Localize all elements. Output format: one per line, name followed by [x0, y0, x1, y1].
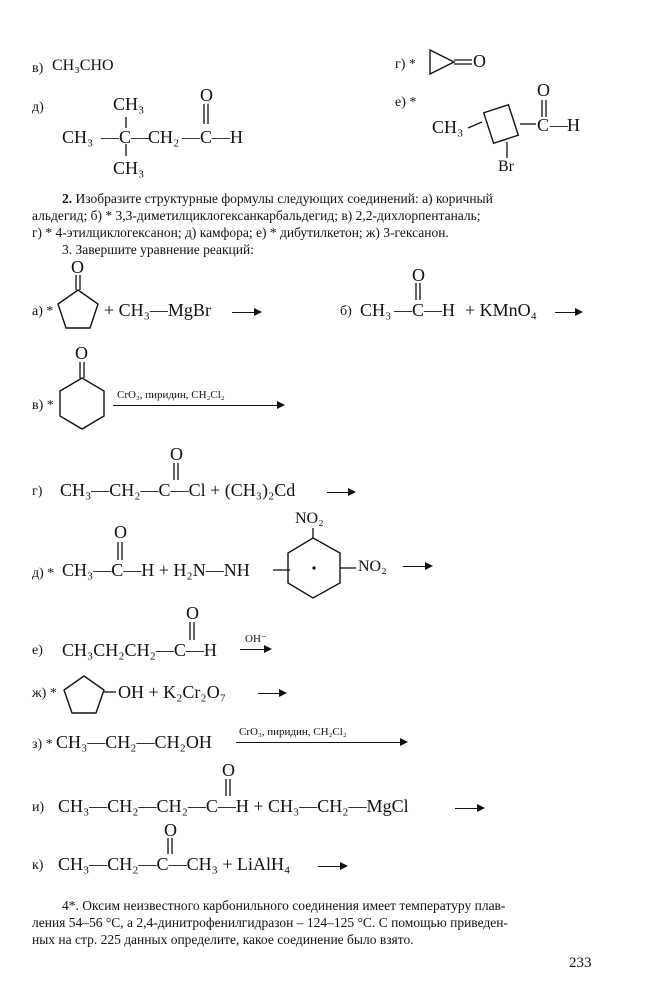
- reaction-k-arrow: [318, 866, 346, 867]
- compound-e-c: C: [537, 115, 550, 135]
- reaction-i-lhs: CH₃—CH₂—CH₂—C—H + CH₃—CH₂—MgCl: [58, 796, 409, 816]
- problem-2-text: Изобразите структурные формулы следующих соединений: а) коричный: [72, 191, 493, 206]
- reaction-a-rhs: + CH₃—MgBr: [104, 300, 211, 320]
- problem-4-line-1: 4*. Оксим неизвестного карбонильного соединения имеет температуру плав-: [62, 898, 506, 913]
- reaction-a-o: O: [71, 257, 84, 277]
- reaction-zh-rhs: OH + K₂Cr₂O₇: [118, 682, 226, 702]
- compound-d-ch2: CH₂: [148, 127, 180, 147]
- reaction-d-lhs: CH₃—C—H + H₂N—NH: [62, 560, 250, 580]
- reaction-a-label: а) *: [32, 304, 54, 319]
- reaction-zh-label: ж) *: [32, 686, 57, 701]
- compound-d-ch3-bottom: CH₃: [113, 158, 145, 178]
- reaction-d-label: д) *: [32, 566, 55, 581]
- compound-e-br: Br: [498, 158, 514, 175]
- reaction-z-label: з) *: [32, 737, 53, 752]
- compound-d-bond: —: [131, 127, 149, 147]
- reaction-b-h: H: [442, 300, 455, 320]
- reaction-v-conditions: CrO₃, пиридин, CH₂Cl₂: [117, 389, 225, 401]
- reaction-z-conditions: CrO₃, пиридин, CH₂Cl₂: [239, 726, 347, 738]
- compound-d-ch3-left: CH₃: [62, 127, 94, 147]
- problem-3-title: 3. Завершите уравнение реакций:: [62, 242, 254, 257]
- reaction-d-no2-top: NO₂: [295, 510, 324, 527]
- problem-2-number: 2.: [62, 191, 73, 206]
- problem-2-line-3: г) * 4-этилциклогексанон; д) камфора; е) * дибутилкетон; ж) 3-гексанон.: [32, 225, 449, 240]
- compound-d-c2: C: [200, 127, 213, 147]
- reaction-b-o: O: [412, 265, 425, 285]
- compound-d-h: H: [230, 127, 243, 147]
- compound-d-ch3-top: CH₃: [113, 94, 145, 114]
- problem-4-line-2: ления 54–56 °С, а 2,4-динитрофенилгидразон – 124–125 °С. С помощью приведен-: [32, 915, 508, 930]
- reaction-i-o: O: [222, 760, 235, 780]
- reaction-d-no2-right: NO₂: [358, 558, 387, 575]
- compound-g-o: O: [473, 51, 486, 71]
- compound-v-formula: CH₃CHO: [52, 57, 114, 74]
- reaction-e-lhs: CH₃CH₂CH₂—C—H: [62, 640, 217, 660]
- compound-g-label: г) *: [395, 57, 416, 72]
- reaction-g-o: O: [170, 444, 183, 464]
- compound-d-c: C: [119, 127, 132, 147]
- reaction-k-lhs: CH₃—CH₂—C—CH₃ + LiAlH₄: [58, 854, 291, 874]
- compound-d-o: O: [200, 85, 213, 105]
- reaction-v-label: в) *: [32, 398, 54, 413]
- compound-d-bond: —: [212, 127, 230, 147]
- compound-e-label: е) *: [395, 95, 417, 110]
- reaction-i-label: и): [32, 800, 45, 815]
- compound-d-bond: —: [182, 127, 200, 147]
- reaction-b-bond: —: [394, 300, 412, 320]
- reaction-e-label: е): [32, 643, 43, 658]
- reaction-e-o: O: [186, 603, 199, 623]
- reaction-d-o: O: [114, 522, 127, 542]
- problem-2-line-2: альдегид; б) * 3,3-диметилциклогексанкарбальдегид; в) 2,2-дихлорпентаналь;: [32, 208, 481, 223]
- compound-e-ch3: CH₃: [432, 117, 464, 137]
- compound-e-o: O: [537, 80, 550, 100]
- reaction-k-o: O: [164, 820, 177, 840]
- compound-d-label: д): [32, 100, 44, 115]
- reaction-v-o: O: [75, 343, 88, 363]
- reaction-b-rhs: + KMnO₄: [465, 300, 537, 320]
- page-number: 233: [569, 955, 592, 971]
- reaction-e-conditions: OH⁻: [245, 633, 267, 645]
- compound-v-label: в): [32, 61, 44, 76]
- reaction-b-c: C: [412, 300, 425, 320]
- compound-e-bond: —: [550, 115, 568, 135]
- reaction-b-label: б): [340, 304, 352, 319]
- reaction-z-lhs: CH₃—CH₂—CH₂OH: [56, 732, 212, 752]
- reaction-b-bond: —: [424, 300, 442, 320]
- compound-e-h: H: [567, 115, 580, 135]
- reaction-b-ch3: CH₃: [360, 300, 392, 320]
- reaction-g-lhs: CH₃—CH₂—C—Cl + (CH₃)₂Cd: [60, 480, 296, 500]
- compound-d-bond: —: [101, 127, 119, 147]
- reaction-g-label: г): [32, 484, 43, 499]
- problem-4-line-3: ных на стр. 225 данных определите, какое соединение было взято.: [32, 932, 414, 947]
- reaction-k-label: к): [32, 858, 44, 873]
